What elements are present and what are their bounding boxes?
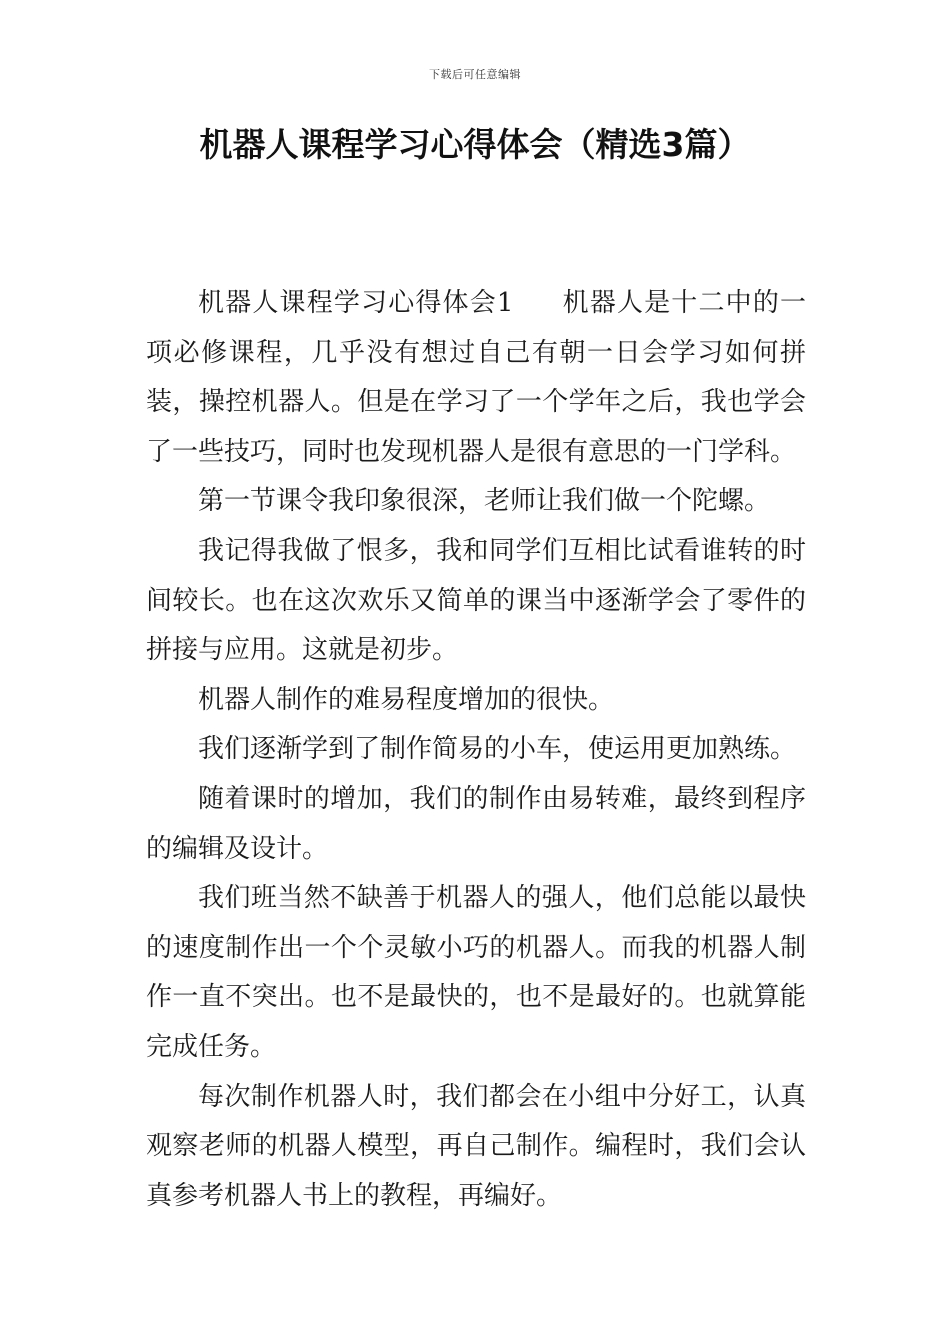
header-note: 下载后可任意编辑 [429,68,521,81]
paragraph-8: 每次制作机器人时，我们都会在小组中分好工，认真观察老师的机器人模型，再自己制作。编程时，我们会认真参考机器人书上的教程，再编好。 [146,1081,806,1211]
paragraph-6: 随着课时的增加，我们的制作由易转难，最终到程序的编辑及设计。 [146,783,806,864]
section-heading: 机器人课程学习心得体会1 [198,288,514,318]
paragraph-2: 第一节课令我印象很深，老师让我们做一个陀螺。 [198,486,771,517]
paragraph-4: 机器人制作的难易程度增加的很快。 [198,684,615,715]
document-title: 机器人课程学习心得体会（精选3篇） [199,125,751,164]
paragraph-1 [146,279,806,477]
paragraph-7: 我们班当然不缺善于机器人的强人，他们总能以最快的速度制作出一个个灵敏小巧的机器人。而我的机器人制作一直不突出。也不是最快的，也不是最好的。也就算能完成任务。 [146,883,806,1062]
paragraph-3: 我记得我做了恨多，我和同学们互相比试看谁转的时间较长。也在这次欢乐又简单的课当中逐渐学会了零件的拼接与应用。这就是初步。 [146,535,806,666]
paragraph-text: 机器人是十二中的一项必修课程，几乎没有想过自己有朝一日会学习如何拼装，操控机器人。但是在学习了一个学年之后，我也学会了一些技巧，同时也发现机器人是很有意思的一门学科。 [146,288,806,467]
paragraph-5: 我们逐渐学到了制作简易的小车，使运用更加熟练。 [198,734,797,765]
document-body [146,279,806,1221]
